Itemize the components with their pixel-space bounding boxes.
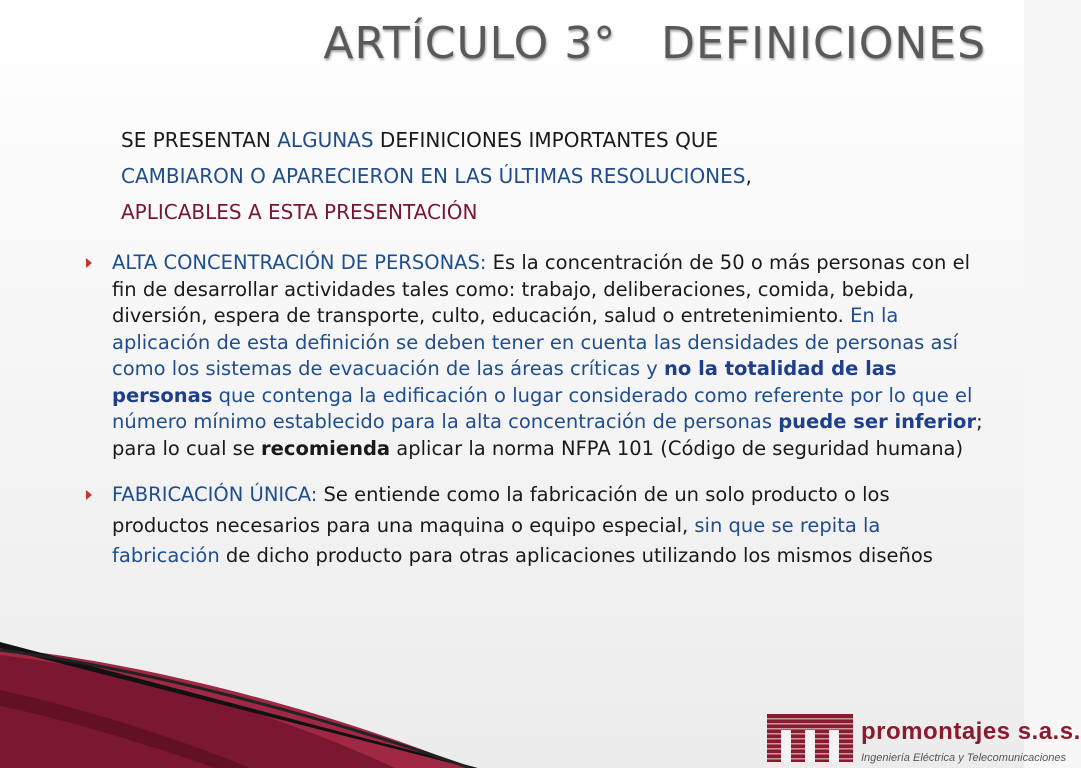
definition-text: de dicho producto para otras aplicaciones utilizando los mismos diseños: [219, 544, 933, 567]
definition-list: [84, 250, 984, 572]
intro-highlight-maroon: APLICABLES A ESTA PRESENTACIÓN: [121, 200, 478, 224]
intro-text: SE PRESENTAN: [121, 128, 278, 152]
bullet-arrow-icon: [86, 258, 92, 268]
definition-text: ; para lo cual se: [112, 410, 983, 460]
definition-highlight: En la aplicación de esta definición se deben tener en cuenta las densidades de personas así como los sistemas de evacuación de las áreas críticas y: [112, 304, 959, 380]
intro-highlight: ALGUNAS: [277, 128, 374, 152]
intro-highlight: CAMBIARON O APARECIERON EN LAS ÚLTIMAS RESOLUCIONES: [121, 164, 746, 188]
intro-text: ,: [745, 164, 752, 188]
definition-text: aplicar la norma NFPA 101 (Código de seguridad humana): [390, 436, 964, 460]
company-logo: [765, 704, 1081, 768]
definition-emphasis: puede ser inferior: [778, 410, 977, 433]
definition-alta-concentracion: [84, 250, 984, 462]
intro-paragraph: [121, 122, 941, 230]
definition-fabricacion-unica: [84, 480, 984, 572]
logo-company-name: promontajes s.a.s.: [861, 718, 1081, 745]
logo-mark-icon: [767, 706, 857, 766]
slide-title: ARTÍCULO 3° DEFINICIONES: [323, 18, 986, 69]
definition-text: Es la concentración de 50 o más personas con el fin de desarrollar actividades tales como: trabajo, deliberaciones, comida, bebida, diversión, espera de transporte, culto, educación, salud o entretenimiento.: [112, 251, 971, 327]
definition-highlight: que contenga la edificación o lugar considerado como referente por lo que el número mínimo establecido para la alta concentración de personas: [112, 383, 973, 433]
bullet-arrow-icon: [86, 490, 92, 500]
definition-term: ALTA CONCENTRACIÓN DE PERSONAS:: [112, 251, 487, 274]
definition-term: FABRICACIÓN ÚNICA:: [112, 483, 318, 506]
definition-highlight: sin que se repita la fabricación: [112, 513, 881, 567]
definition-emphasis: no la totalidad de las personas: [112, 357, 897, 407]
definition-text: Se entiende como la fabricación de un solo producto o los productos necesarios para una maquina o equipo especial,: [112, 483, 890, 537]
logo-tagline: Ingeniería Eléctrica y Telecomunicaciones: [861, 752, 1067, 764]
definition-emphasis: recomienda: [261, 436, 391, 460]
intro-text: DEFINICIONES IMPORTANTES QUE: [373, 128, 719, 152]
